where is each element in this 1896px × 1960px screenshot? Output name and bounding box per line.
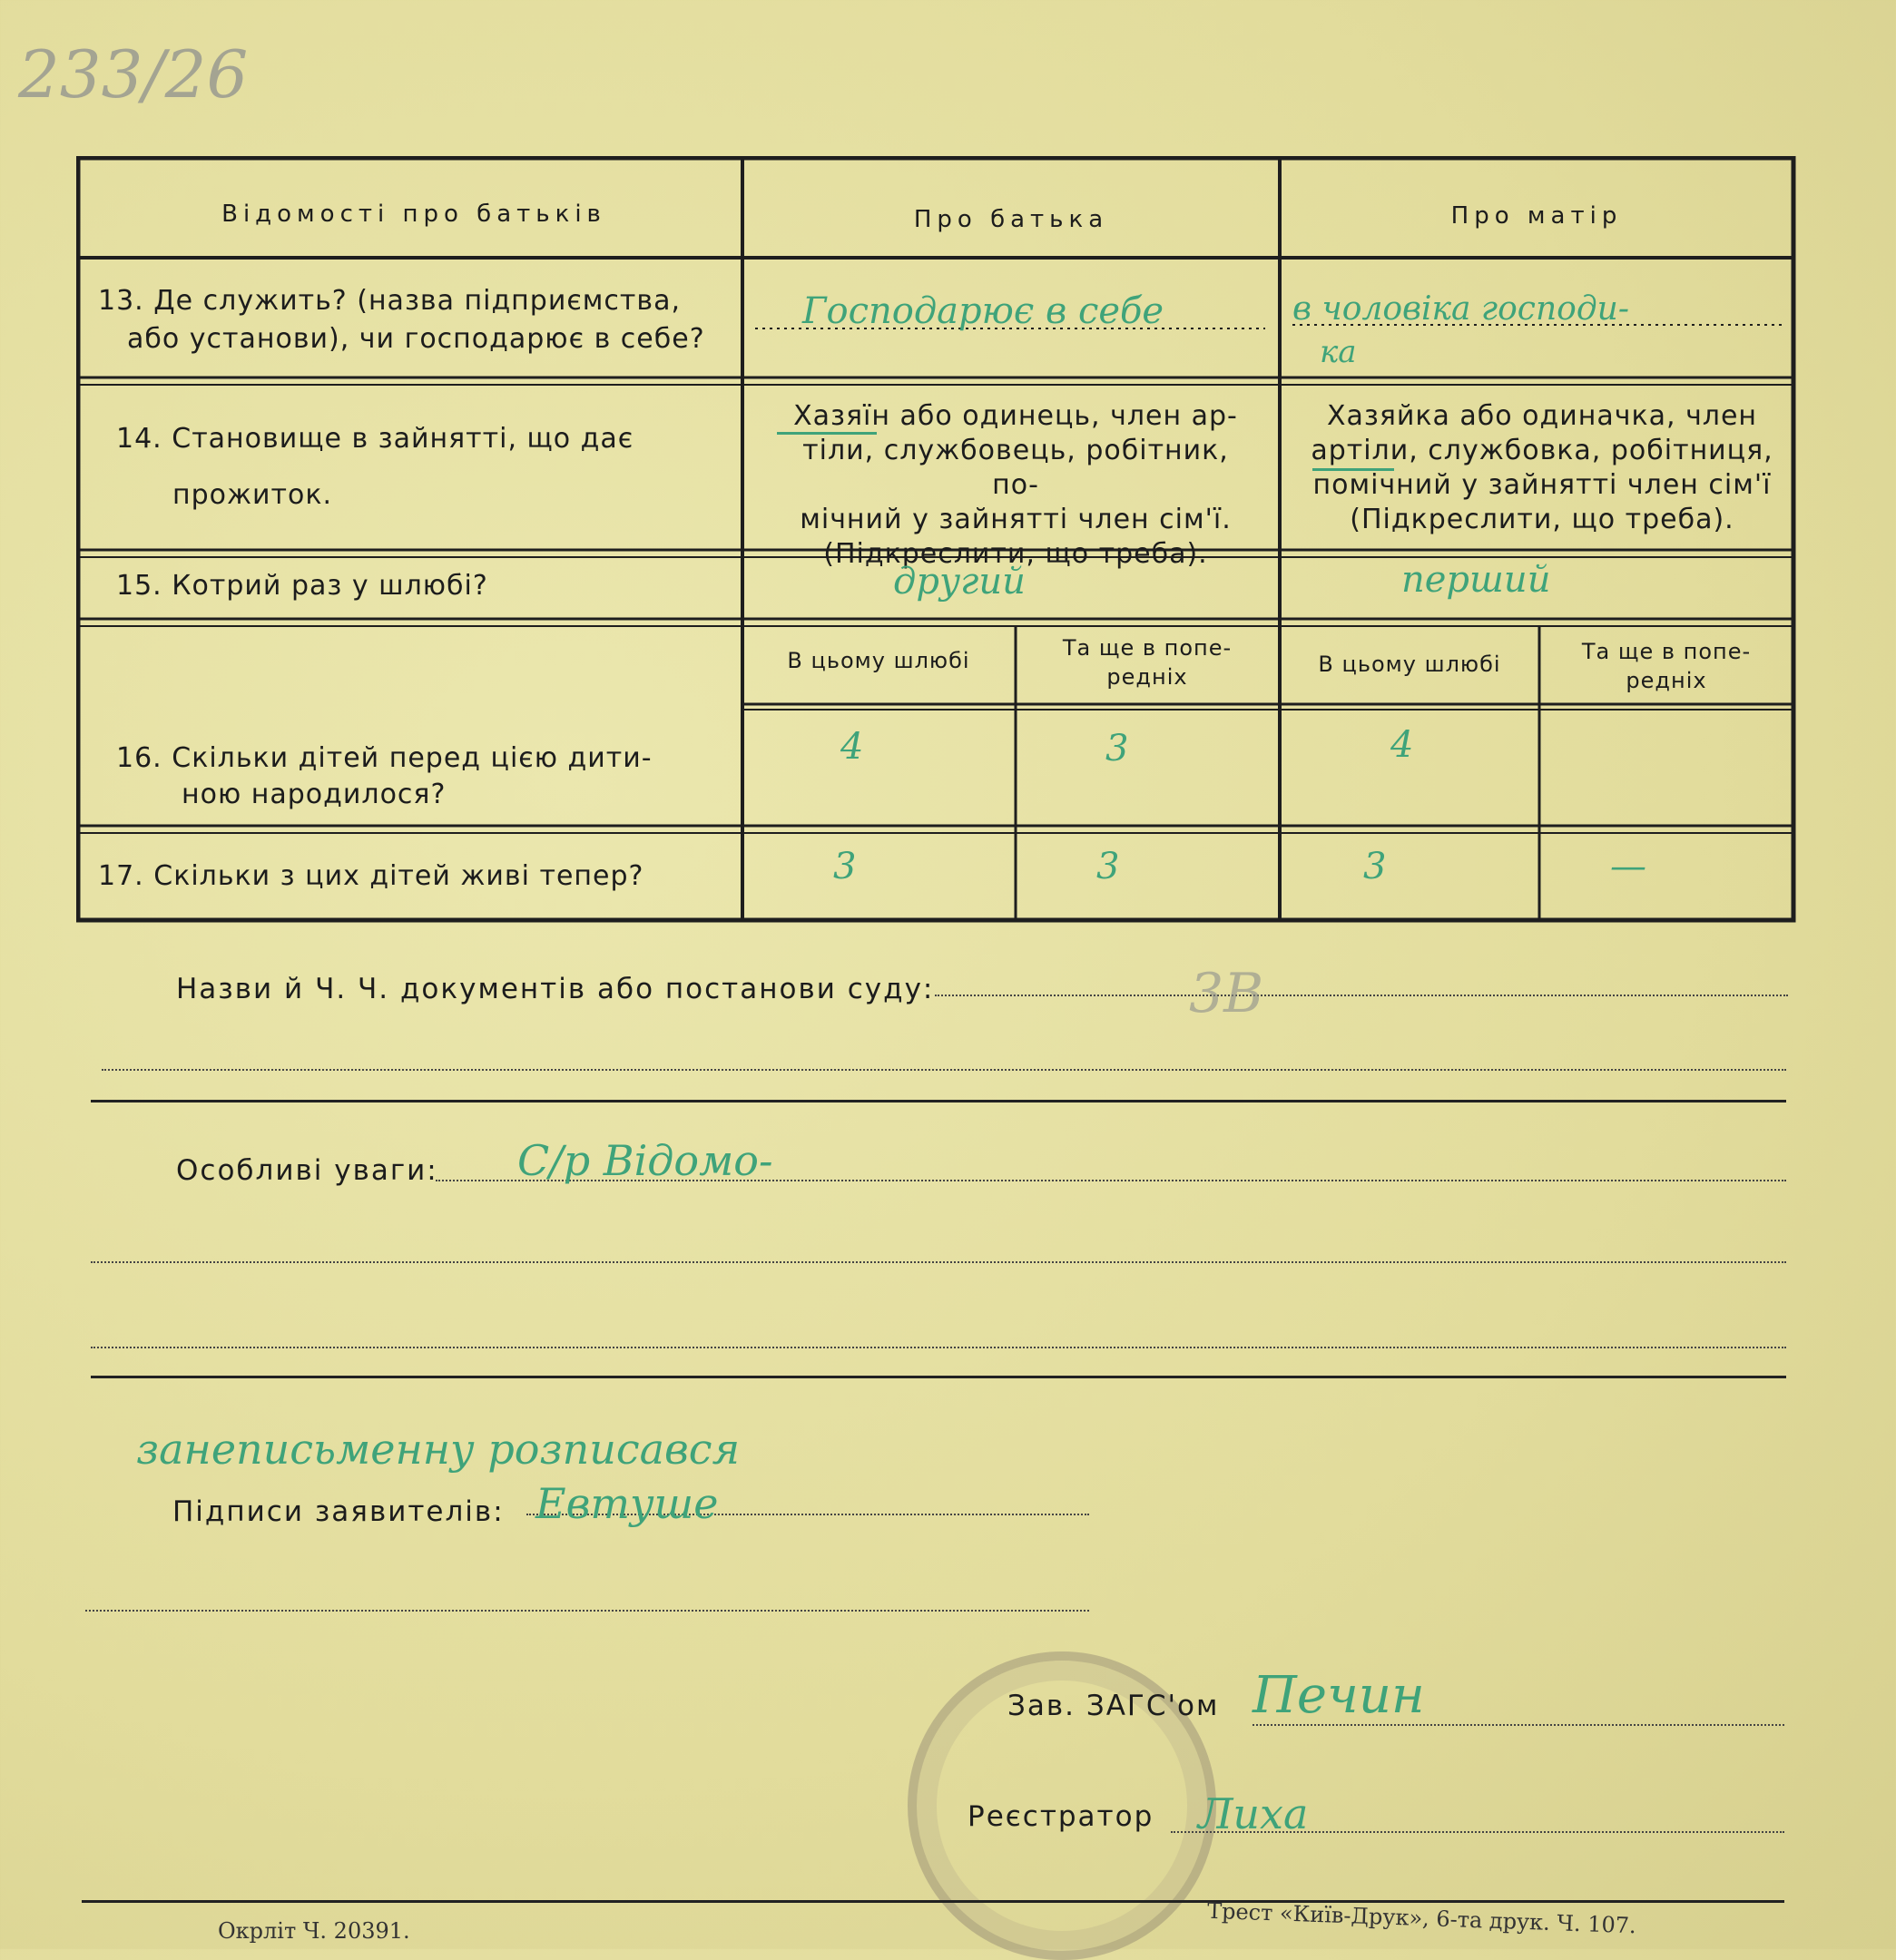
signatures-dotted-line-2 <box>85 1610 1089 1612</box>
footer-rule <box>82 1900 1784 1903</box>
signatures-note: занеписьменну розписався <box>136 1425 741 1474</box>
row13-mother-value-line2: ка <box>1320 334 1357 370</box>
row14-mother-line1: Хазяйка або одиначка, член <box>1326 400 1758 432</box>
row14-father-line4: (Підкреслити, що треба). <box>823 538 1208 570</box>
row13-mother-value-line1: в чоловіка господи- <box>1292 290 1629 328</box>
row16-father-previous: 3 <box>1105 728 1129 769</box>
row13-label-line1: 13. Де служить? (назва підприємства, <box>98 285 682 317</box>
footer-publisher-code: Окрліт Ч. 20391. <box>218 1918 410 1944</box>
subheader-mother-current: В цьому шлюбі <box>1318 652 1501 677</box>
row14-father-options <box>775 399 1256 572</box>
zags-head-signature: Печин <box>1253 1666 1425 1725</box>
row15-label: 15. Котрий раз у шлюбі? <box>116 570 488 602</box>
row14-mother-line2: артіли, службовка, робітниця, <box>1311 435 1773 466</box>
row16-label-line2: ною народилося? <box>182 779 447 810</box>
signatures-label: Підписи заявителів: <box>172 1495 505 1528</box>
row14-label-line1: 14. Становище в зайнятті, що дає <box>116 423 634 455</box>
parents-info-table <box>76 156 1797 926</box>
row14-mother-line3: помічний у зайнятті член сім'ї <box>1312 469 1772 501</box>
row13-father-value: Господарює в себе <box>802 290 1164 332</box>
row17-father-current: 3 <box>833 846 857 887</box>
header-parents-info: Відомості про батьків <box>221 201 606 228</box>
row17-label: 17. Скільки з цих дітей живі тепер? <box>98 860 644 892</box>
documents-pencil-mark: 3В <box>1189 962 1264 1025</box>
signatures-value: Евтуше <box>535 1479 719 1528</box>
row17-mother-previous: — <box>1610 846 1646 887</box>
remarks-label: Особливі уваги: <box>176 1154 438 1187</box>
remarks-dotted-line-2 <box>91 1261 1786 1263</box>
registrar-label: Реєстратор <box>968 1800 1154 1833</box>
subheader-mother-previous-line1: Та ще в попе- <box>1581 639 1752 664</box>
subheader-mother-previous-line2: редніх <box>1626 668 1707 693</box>
row14-father-line1: Хазяїн або одинець, член ар- <box>793 400 1238 432</box>
row14-father-line3: мічний у зайнятті член сім'ї. <box>800 504 1232 535</box>
subheader-father-current: В цьому шлюбі <box>787 648 970 673</box>
row17-mother-current: 3 <box>1363 846 1387 887</box>
row16-label-line1: 16. Скільки дітей перед цією дити- <box>116 742 653 774</box>
documents-label: Назви й Ч. Ч. документів або постанови суду: <box>176 973 935 1005</box>
row13-label-line2: або установи), чи господарює в себе? <box>127 323 705 355</box>
subheader-father-previous-line1: Та ще в попе- <box>1062 635 1233 661</box>
subheader-father-previous-line2: редніх <box>1106 664 1188 690</box>
row14-mother-underline <box>1312 468 1394 471</box>
row15-father-value: другий <box>893 561 1026 603</box>
row14-label-line2: прожиток. <box>172 479 333 511</box>
header-mother: Про матір <box>1450 202 1623 230</box>
subheader-mother-previous <box>1539 637 1793 695</box>
documents-dotted-line-2 <box>102 1069 1786 1071</box>
row14-mother-line4: (Підкреслити, що треба). <box>1350 504 1734 535</box>
subheader-father-previous <box>1016 633 1279 691</box>
registrar-signature: Лиха <box>1198 1789 1309 1838</box>
remarks-value: С/р Відомо- <box>517 1136 773 1185</box>
zags-head-label: Зав. ЗАГС'ом <box>1007 1690 1220 1722</box>
header-father: Про батька <box>913 206 1109 233</box>
row14-father-underline <box>777 432 877 435</box>
archive-number: 233/26 <box>18 36 249 113</box>
documents-dotted-line <box>935 995 1788 996</box>
footer-printer: Трест «Київ-Друк», 6-та друк. Ч. 107. <box>1206 1897 1637 1939</box>
remarks-dotted-line-3 <box>91 1347 1786 1348</box>
row16-mother-current: 4 <box>1390 724 1414 766</box>
row14-father-line2: тіли, службовець, робітник, по- <box>802 435 1229 501</box>
remarks-section-rule <box>91 1376 1786 1378</box>
row17-father-previous: 3 <box>1096 846 1120 887</box>
row16-father-current: 4 <box>840 726 864 768</box>
documents-section-rule <box>91 1100 1786 1102</box>
row15-mother-value: перший <box>1401 559 1551 601</box>
